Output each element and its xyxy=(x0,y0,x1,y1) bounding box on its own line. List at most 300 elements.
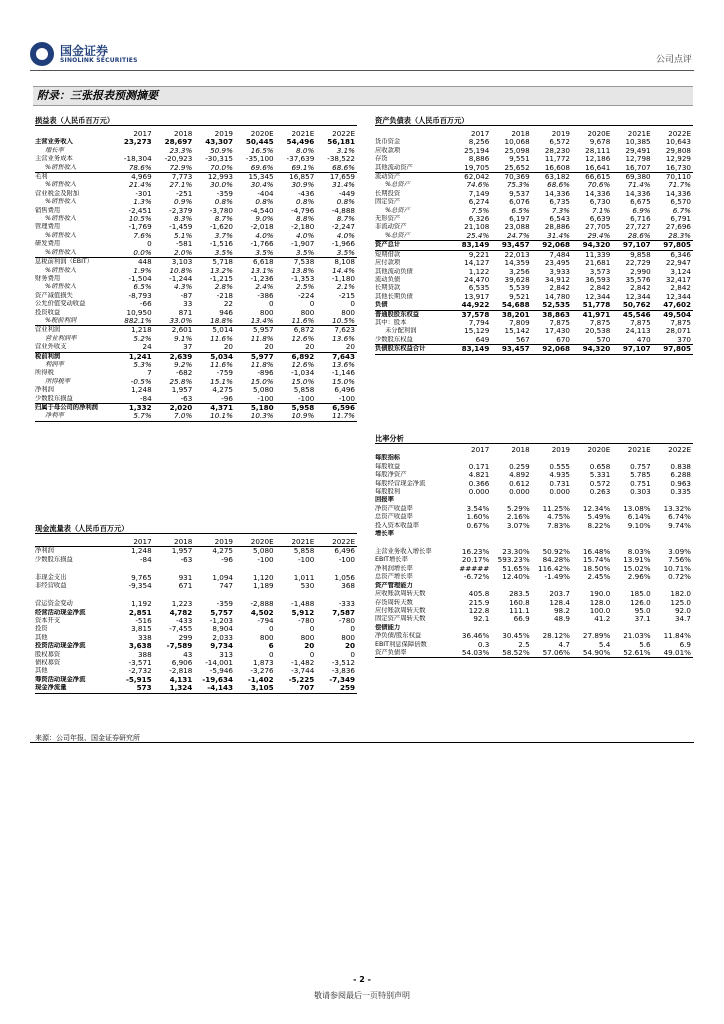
balance-year-label: 2019 xyxy=(551,130,570,138)
income-cell xyxy=(113,147,154,155)
ratio-cell xyxy=(451,496,491,504)
income-cell: 7,538 xyxy=(293,257,315,267)
balance-row xyxy=(375,276,693,284)
balance-cell: 12,344 xyxy=(625,292,651,301)
income-row-label: 营业外收支 xyxy=(35,343,113,352)
ratio-cell: 5.49% xyxy=(587,513,611,522)
income-cell: -1,620 xyxy=(209,223,233,232)
income-cell: -1,516 xyxy=(209,240,233,249)
balance-cell: 14,336 xyxy=(544,189,570,198)
cashflow-cell: 8,904 xyxy=(212,625,233,634)
cashflow-cell: 5,912 xyxy=(291,608,315,617)
ratio-cell: 57.06% xyxy=(532,649,572,658)
ratio-row xyxy=(375,599,693,607)
cashflow-row-label: 投资 xyxy=(35,625,48,633)
income-cell: 14.4% xyxy=(332,266,355,275)
cashflow-cell: -3,512 xyxy=(331,659,355,668)
balance-cell: 6,730 xyxy=(589,198,611,207)
income-row-label: %税前利润 xyxy=(35,317,113,326)
ratio-cell: 0.572 xyxy=(589,479,611,488)
ratio-row xyxy=(375,556,693,564)
cashflow-cell: 800 xyxy=(341,633,355,642)
ratio-cell xyxy=(451,624,491,632)
balance-row xyxy=(375,301,693,310)
balance-cell: 70,369 xyxy=(504,172,530,182)
ratio-analysis-heading: 比率分析 xyxy=(375,434,693,444)
cashflow-row xyxy=(35,634,357,642)
ratio-cell: 41.2 xyxy=(594,615,611,624)
balance-cell: 63,182 xyxy=(544,172,570,182)
balance-cell: 2,842 xyxy=(589,284,611,293)
income-cell: 2.4% xyxy=(255,283,274,292)
balance-cell: 14,780 xyxy=(544,292,570,301)
ratio-cell: 13.32% xyxy=(663,504,691,513)
income-row xyxy=(35,181,357,189)
disclaimer-note: 敬请参阅最后一页特别声明 xyxy=(314,991,410,1000)
balance-row-label: 流动资产 xyxy=(375,173,401,181)
income-row-label: 营业利润率 xyxy=(45,334,77,342)
income-cell: -436 xyxy=(297,189,315,198)
balance-cell: 7.5% xyxy=(471,206,490,215)
ratio-cell: 128.0 xyxy=(589,598,611,607)
cashflow-cell: 0 xyxy=(309,625,315,634)
cashflow-row-label: 股权募资 xyxy=(35,650,61,658)
income-cell: 25.8% xyxy=(169,377,193,386)
ratio-cell: 0.67% xyxy=(466,521,490,530)
income-cell: -20,923 xyxy=(164,155,193,164)
income-cell: 8.7% xyxy=(214,215,233,224)
cashflow-cell: -2,818 xyxy=(169,667,193,676)
logo-name-en: SINOLINK SECURITIES xyxy=(60,57,138,64)
income-cell: -359 xyxy=(216,189,233,198)
balance-row-label: %总资产 xyxy=(385,206,410,214)
cashflow-cell: -794 xyxy=(257,617,274,626)
income-cell: 72.9% xyxy=(154,164,195,173)
ratio-row xyxy=(375,538,693,556)
income-cell: -100 xyxy=(276,395,317,404)
balance-cell: 6,716 xyxy=(630,215,651,224)
balance-row xyxy=(375,215,693,223)
cashflow-row xyxy=(35,642,357,650)
income-row xyxy=(35,207,357,215)
income-cell: -100 xyxy=(235,395,276,404)
balance-cell: 71.7% xyxy=(668,181,691,190)
ratio-cell xyxy=(572,582,612,590)
cashflow-cell: 2,033 xyxy=(212,633,233,642)
cashflow-cell: -19,634 xyxy=(202,675,233,684)
balance-cell: 16,707 xyxy=(612,164,652,173)
income-row xyxy=(35,395,357,404)
cashflow-cell: -96 xyxy=(221,555,233,564)
balance-row xyxy=(375,345,693,354)
income-row xyxy=(35,386,357,394)
cashflow-cell: 931 xyxy=(178,572,193,582)
balance-cell: 44,922 xyxy=(451,301,491,310)
income-cell: -1,244 xyxy=(169,274,193,283)
income-statement-heading: 损益表（人民币百万元） xyxy=(35,116,357,126)
balance-cell: 69,380 xyxy=(625,172,651,182)
balance-cell: 6.5% xyxy=(511,206,530,215)
balance-row xyxy=(375,223,693,231)
ratio-cell xyxy=(491,624,531,632)
income-cell: 4.3% xyxy=(174,283,193,292)
cashflow-row xyxy=(35,591,357,609)
cashflow-cell: 0 xyxy=(309,650,315,659)
balance-cell: 3,256 xyxy=(509,267,530,276)
income-cell: 78.6% xyxy=(113,164,154,173)
balance-cell: 6,791 xyxy=(670,215,691,224)
income-cell: -2,018 xyxy=(250,223,274,232)
ratio-cell: 0.000 xyxy=(549,488,570,497)
income-cell: 6,872 xyxy=(293,325,315,335)
balance-row-label: 无形资产 xyxy=(375,215,401,223)
cashflow-row-label: 净利润 xyxy=(35,547,113,556)
balance-cell: 49,504 xyxy=(663,310,691,319)
cashflow-row xyxy=(35,625,357,633)
income-cell: 2,020 xyxy=(169,403,193,412)
ratio-cell: 160.8 xyxy=(509,598,530,607)
cashflow-cell: 388 xyxy=(137,650,152,659)
balance-cell: 6,076 xyxy=(509,198,530,207)
balance-cell: 6,572 xyxy=(549,138,570,147)
balance-row xyxy=(375,181,693,189)
income-cell: 2.5% xyxy=(296,283,315,292)
income-cell: 3.1% xyxy=(336,146,355,155)
ratio-row xyxy=(375,632,693,640)
income-row-label: %销售收入 xyxy=(45,283,77,291)
ratio-row-label: 应付账款周转天数 xyxy=(375,606,426,614)
income-cell: 0.0% xyxy=(113,249,154,258)
ratio-cell: 34.7 xyxy=(674,615,691,624)
balance-cell: 71.4% xyxy=(627,181,651,190)
balance-cell: 25.4% xyxy=(451,232,491,241)
balance-cell: 15,142 xyxy=(504,327,530,336)
income-cell: -682 xyxy=(176,369,193,378)
income-cell: 9.1% xyxy=(174,334,193,343)
income-cell: 2.0% xyxy=(154,249,195,258)
income-cell: -1,907 xyxy=(291,240,315,249)
ratio-year-label: 2019 xyxy=(551,446,570,454)
balance-cell: 37,578 xyxy=(461,310,490,319)
balance-row-label: 长期投资 xyxy=(375,189,401,197)
ratio-cell: 9.74% xyxy=(668,521,691,530)
balance-cell: 12,344 xyxy=(585,292,611,301)
income-cell: 13.6% xyxy=(332,360,355,369)
balance-cell: 567 xyxy=(491,336,531,345)
cashflow-cell: 0 xyxy=(350,625,355,634)
balance-cell: 14,336 xyxy=(585,189,611,198)
balance-cell: 52,535 xyxy=(532,301,572,310)
income-row-label: %销售收入 xyxy=(45,215,77,223)
income-cell: 20 xyxy=(316,343,357,352)
balance-cell: 20,538 xyxy=(585,327,611,336)
income-cell: 2,639 xyxy=(169,352,193,361)
ratio-row xyxy=(375,573,693,581)
income-row xyxy=(35,343,357,352)
cashflow-row xyxy=(35,582,357,590)
ratio-row xyxy=(375,488,693,496)
balance-cell: 25,652 xyxy=(491,164,531,173)
balance-row-label: 其他长期负债 xyxy=(375,292,413,300)
ratio-cell: 3.07% xyxy=(506,521,530,530)
ratio-cell xyxy=(451,530,491,538)
ratio-row xyxy=(375,649,693,658)
income-cell: -2,451 xyxy=(128,206,152,215)
ratio-cell: 0.259 xyxy=(509,462,530,471)
ratio-cell: 0.3 xyxy=(477,640,490,649)
ratio-cell xyxy=(572,530,612,538)
balance-cell: 66,615 xyxy=(585,172,611,182)
income-cell: -37,639 xyxy=(286,155,315,164)
balance-cell: 7,875 xyxy=(670,318,691,327)
balance-row xyxy=(375,241,693,250)
income-cell: 4,275 xyxy=(212,386,233,395)
balance-row xyxy=(375,259,693,267)
cashflow-cell: 20 xyxy=(344,642,355,651)
balance-cell: 6,675 xyxy=(630,198,651,207)
ratio-cell: 50.92% xyxy=(542,547,570,557)
income-row xyxy=(35,198,357,206)
balance-year-label: 2022E xyxy=(668,130,691,138)
balance-cell: 62,042 xyxy=(464,172,490,182)
income-row xyxy=(35,138,357,146)
income-cell: 13.4% xyxy=(235,317,276,326)
income-row xyxy=(35,283,357,291)
cashflow-row-label: 经营活动现金净流 xyxy=(35,608,86,616)
balance-cell: 13,917 xyxy=(464,292,490,301)
balance-cell: 23,495 xyxy=(544,259,570,268)
cashflow-cell: 2,851 xyxy=(128,608,152,617)
income-row xyxy=(35,173,357,182)
ratio-cell xyxy=(451,582,491,590)
ratio-row-label: 净资产收益率 xyxy=(375,504,413,512)
ratio-cell: 0.000 xyxy=(468,488,490,497)
income-row-label: %销售收入 xyxy=(45,266,77,274)
income-statement-table xyxy=(35,130,357,422)
source-note: 来源：公司年报、国金证券研究所 xyxy=(35,734,140,742)
balance-cell: 41,971 xyxy=(582,310,611,319)
income-cell: 1,248 xyxy=(131,386,152,395)
balance-cell: 470 xyxy=(612,336,652,345)
income-cell: 21.4% xyxy=(128,181,152,190)
cashflow-row-label: 其他 xyxy=(35,667,48,675)
income-cell: 22 xyxy=(223,300,233,309)
ratio-cell: 0.731 xyxy=(549,479,570,488)
ratio-row-label: 增长率 xyxy=(375,530,394,538)
balance-year-label: 2018 xyxy=(511,130,530,138)
cashflow-cell: 1,094 xyxy=(212,572,233,582)
balance-row xyxy=(375,268,693,276)
cashflow-cell: 800 xyxy=(300,633,315,642)
income-cell: -1,459 xyxy=(169,223,193,232)
balance-cell: 3,573 xyxy=(589,267,611,276)
cashflow-cell: -100 xyxy=(338,555,355,564)
ratio-cell: 21.03% xyxy=(623,632,651,641)
income-row-label: %销售收入 xyxy=(45,198,77,206)
income-cell: -759 xyxy=(216,369,233,378)
income-cell: 0.9% xyxy=(174,198,193,207)
ratio-cell: 4.821 xyxy=(468,471,490,480)
balance-cell: 27,696 xyxy=(665,223,691,232)
income-row-label: 净利润 xyxy=(35,386,54,394)
cashflow-row-label: 少数股东损益 xyxy=(35,555,73,563)
income-cell: 30.0% xyxy=(210,181,233,190)
income-cell: -87 xyxy=(180,291,193,300)
balance-row xyxy=(375,138,693,146)
ratio-cell: 12.34% xyxy=(582,504,611,513)
ratio-row xyxy=(375,522,693,530)
income-row-label: %销售收入 xyxy=(35,164,113,173)
balance-row xyxy=(375,155,693,163)
income-row-label: %销售收入 xyxy=(45,231,77,239)
balance-cell: 27,705 xyxy=(585,223,611,232)
income-cell: 0.8% xyxy=(336,198,355,207)
cashflow-cell: -5,915 xyxy=(125,675,152,684)
income-cell: 9.0% xyxy=(255,215,274,224)
income-cell: 0.8% xyxy=(214,198,233,207)
cashflow-cell: 4,782 xyxy=(169,608,193,617)
ratio-row-label: 投入资本收益率 xyxy=(375,521,420,529)
income-cell: 69.6% xyxy=(235,164,276,173)
income-row xyxy=(35,335,357,343)
income-cell: 0 xyxy=(147,240,152,249)
ratio-cell xyxy=(612,624,652,632)
income-row-label: 税前利润 xyxy=(35,352,61,360)
income-row xyxy=(35,404,357,413)
ratio-cell: 0.612 xyxy=(509,479,530,488)
balance-row-label: 应收款项 xyxy=(375,146,401,154)
income-cell: 5,858 xyxy=(293,386,315,395)
income-cell: 13.2% xyxy=(210,266,233,275)
income-cell: 1,241 xyxy=(128,352,152,361)
income-row-label: 资产减值损失 xyxy=(35,291,73,299)
cashflow-cell: 368 xyxy=(341,582,355,591)
ratio-cell: 0.366 xyxy=(468,479,490,488)
ratio-cell: 28.12% xyxy=(542,632,570,641)
income-cell: -2,247 xyxy=(331,223,355,232)
balance-cell: 50,762 xyxy=(612,301,652,310)
balance-cell: 68.6% xyxy=(547,181,570,190)
income-cell: 6.5% xyxy=(133,283,152,292)
cashflow-cell: -1,402 xyxy=(247,675,274,684)
balance-cell: 3,933 xyxy=(549,267,570,276)
ratio-row xyxy=(375,496,693,504)
cashflow-cell: -3,836 xyxy=(331,667,355,676)
balance-cell: 6,274 xyxy=(468,198,490,207)
balance-cell: 649 xyxy=(451,336,491,345)
balance-cell: 6,543 xyxy=(549,215,570,224)
balance-cell: 27,727 xyxy=(625,223,651,232)
balance-cell: 36,593 xyxy=(585,275,611,284)
ratio-cell: 203.7 xyxy=(549,590,570,599)
ratio-row xyxy=(375,565,693,573)
income-cell: 2.1% xyxy=(336,283,355,292)
income-cell: -4,888 xyxy=(331,206,355,215)
income-cell: 8.3% xyxy=(174,215,193,224)
balance-cell: 94,320 xyxy=(572,345,612,354)
balance-cell: 83,149 xyxy=(451,345,491,354)
ratio-row-label: 每股经营现金净流 xyxy=(375,479,426,487)
income-cell: 23,273 xyxy=(123,138,152,147)
ratio-cell: 0.963 xyxy=(670,479,691,488)
ratio-cell: 66.9 xyxy=(513,615,530,624)
ratio-row-label: 偿债能力 xyxy=(375,623,401,631)
cashflow-cell: 7,587 xyxy=(332,608,355,617)
ratio-year-label: 2018 xyxy=(511,446,530,454)
balance-row xyxy=(375,164,693,173)
balance-cell: 32,417 xyxy=(665,275,691,284)
income-cell: 8.7% xyxy=(336,215,355,224)
income-year-label: 2017 xyxy=(133,130,152,138)
income-cell: 800 xyxy=(300,308,315,317)
cashflow-cell: 9,734 xyxy=(210,642,233,651)
cashflow-row xyxy=(35,684,357,693)
balance-cell: 5,539 xyxy=(509,284,530,293)
income-row xyxy=(35,300,357,308)
income-row xyxy=(35,249,357,258)
cashflow-cell: -3,276 xyxy=(250,667,274,676)
income-cell: 10,950 xyxy=(126,308,152,317)
balance-cell: 16,608 xyxy=(532,164,572,173)
cashflow-cell: -84 xyxy=(139,555,152,564)
income-cell: 3.5% xyxy=(316,249,357,258)
income-cell: 12.6% xyxy=(291,360,315,369)
balance-row-label: 资产总计 xyxy=(375,241,451,250)
ratio-cell: 48.9 xyxy=(553,615,570,624)
income-year-label: 2020E xyxy=(250,130,274,138)
ratio-row xyxy=(375,590,693,598)
balance-cell: 24,113 xyxy=(625,327,651,336)
income-cell: -1,966 xyxy=(331,240,355,249)
ratio-cell: 51.65% xyxy=(502,564,530,573)
ratio-row-label: 每股股利 xyxy=(375,488,401,496)
balance-cell: 93,457 xyxy=(491,345,531,354)
ratio-cell xyxy=(491,496,531,504)
income-cell: 30.4% xyxy=(250,181,274,190)
income-row xyxy=(35,352,357,361)
logo-icon xyxy=(30,42,54,66)
balance-cell: 21,108 xyxy=(464,223,490,232)
balance-cell: 97,107 xyxy=(612,345,652,354)
balance-cell: 39,628 xyxy=(504,275,530,284)
cashflow-row-label: 非经营收益 xyxy=(35,582,67,590)
balance-cell: 570 xyxy=(572,336,612,345)
ratio-cell: 15.02% xyxy=(623,564,651,573)
ratio-year-label: 2020E xyxy=(587,446,611,454)
income-cell: 11.8% xyxy=(250,360,274,369)
balance-cell: 16,730 xyxy=(653,164,693,173)
ratio-cell: 16.48% xyxy=(582,547,611,557)
cashflow-row xyxy=(35,547,357,556)
page-header xyxy=(0,0,724,80)
balance-cell: 9,521 xyxy=(509,292,530,301)
balance-cell: 93,457 xyxy=(491,241,531,250)
balance-row xyxy=(375,207,693,215)
cashflow-cell: -780 xyxy=(338,617,355,626)
income-row-label: 增长率 xyxy=(45,146,64,154)
ratio-cell xyxy=(612,496,652,504)
income-cell: 10.3% xyxy=(235,412,276,421)
ratio-cell: 5.785 xyxy=(630,471,651,480)
report-type: 公司点评 xyxy=(655,55,692,65)
balance-cell: 7,875 xyxy=(630,318,651,327)
balance-row-label: 少数股东权益 xyxy=(375,336,451,345)
ratio-cell xyxy=(653,624,693,632)
cashflow-row-label: 现金净流量 xyxy=(35,684,113,693)
income-row xyxy=(35,275,357,283)
balance-cell: 6.9% xyxy=(632,206,651,215)
page-number: - 2 - xyxy=(353,975,371,984)
